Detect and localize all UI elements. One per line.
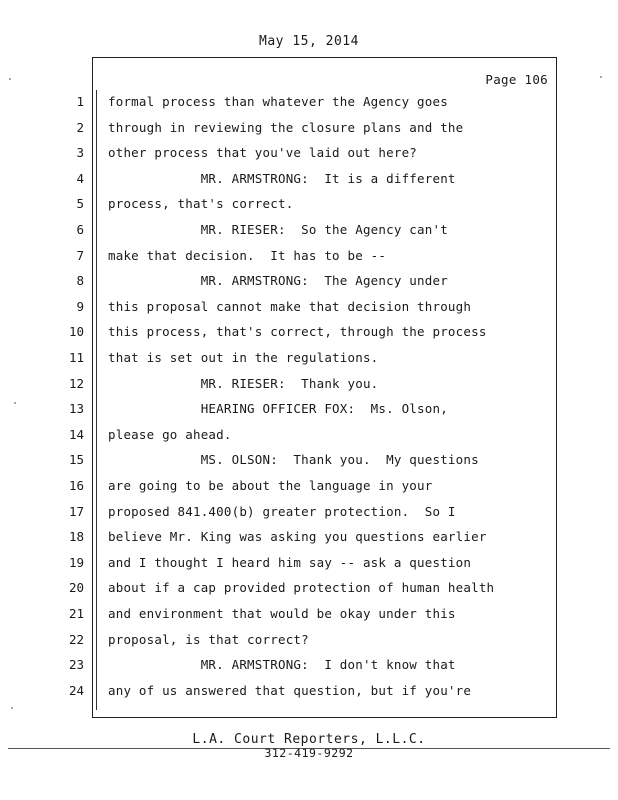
transcript-line — [0, 683, 618, 703]
line-text: are going to be about the language in your — [108, 478, 433, 493]
line-number: 2 — [76, 119, 84, 135]
transcript-line — [0, 376, 618, 396]
line-number: 10 — [68, 324, 84, 340]
line-text: and environment that would be okay under this — [108, 606, 456, 621]
line-text: that is set out in the regulations. — [108, 350, 379, 365]
line-number: 19 — [68, 554, 84, 570]
line-text: formal process than whatever the Agency goes — [108, 94, 448, 109]
transcript-line — [0, 299, 618, 319]
scan-speck — [9, 78, 11, 80]
footer-phone: 312-419-9292 — [264, 746, 354, 760]
transcript-line — [0, 171, 618, 191]
transcript-line — [0, 529, 618, 549]
line-number: 21 — [68, 606, 84, 621]
transcript-line — [0, 145, 618, 165]
line-number: 24 — [68, 682, 84, 698]
transcript-line — [0, 606, 618, 626]
transcript-line — [0, 555, 618, 575]
line-text: this proposal cannot make that decision through — [108, 298, 472, 314]
line-number: 13 — [68, 401, 84, 417]
transcript-line — [0, 273, 618, 293]
line-text: and I thought I heard him say -- ask a question — [108, 554, 472, 570]
line-text: MR. RIESER: Thank you. — [108, 375, 379, 391]
line-number: 3 — [76, 145, 84, 161]
line-number: 4 — [76, 170, 84, 186]
transcript-line — [0, 427, 618, 447]
transcript-line — [0, 504, 618, 524]
line-text: process, that's correct. — [108, 196, 294, 212]
line-text: MR. RIESER: So the Agency can't — [108, 222, 448, 237]
line-text: MR. ARMSTRONG: It is a different — [108, 170, 456, 186]
line-text: other process that you've laid out here? — [108, 145, 418, 161]
line-text: this process, that's correct, through the process — [108, 324, 487, 340]
footer-company: L.A. Court Reporters, L.L.C. — [192, 732, 426, 747]
header-date: May 15, 2014 — [259, 34, 359, 49]
line-number: 22 — [68, 631, 84, 647]
line-text: any of us answered that question, but if you're — [108, 682, 472, 698]
transcript-line — [0, 196, 618, 216]
line-text: MR. ARMSTRONG: The Agency under — [108, 273, 448, 289]
scan-speck — [14, 402, 16, 404]
line-number: 23 — [68, 657, 84, 673]
scan-speck — [11, 707, 13, 709]
transcript-line — [0, 350, 618, 370]
line-number: 12 — [68, 375, 84, 391]
transcript-line — [0, 657, 618, 677]
line-number: 17 — [68, 503, 84, 519]
line-text: MS. OLSON: Thank you. My questions — [108, 452, 479, 468]
line-number: 6 — [76, 222, 84, 237]
line-text: about if a cap provided protection of human health — [108, 580, 495, 596]
line-text: proposed 841.400(b) greater protection. So I — [108, 503, 456, 519]
transcript-line — [0, 222, 618, 242]
transcript-line — [0, 94, 618, 114]
line-number: 8 — [76, 273, 84, 289]
line-number: 20 — [68, 580, 84, 596]
line-text: please go ahead. — [108, 426, 232, 442]
transcript-line — [0, 452, 618, 472]
line-number: 11 — [68, 350, 84, 365]
line-number: 14 — [68, 426, 84, 442]
page-label: Page 106 — [485, 72, 548, 87]
transcript-line — [0, 478, 618, 498]
line-text: proposal, is that correct? — [108, 631, 309, 647]
line-text: MR. ARMSTRONG: I don't know that — [108, 657, 456, 673]
transcript-line — [0, 401, 618, 421]
scan-speck — [600, 76, 602, 78]
line-text: HEARING OFFICER FOX: Ms. Olson, — [108, 401, 448, 417]
line-text: make that decision. It has to be -- — [108, 247, 387, 263]
line-number: 7 — [76, 247, 84, 263]
transcript-line — [0, 580, 618, 600]
line-number: 18 — [68, 529, 84, 545]
line-text: believe Mr. King was asking you questions earlier — [108, 529, 487, 545]
line-number: 1 — [76, 94, 84, 109]
line-number: 5 — [76, 196, 84, 212]
line-number: 15 — [68, 452, 84, 468]
transcript-line — [0, 324, 618, 344]
line-number: 9 — [76, 298, 84, 314]
transcript-line — [0, 248, 618, 268]
transcript-line — [0, 120, 618, 140]
line-number: 16 — [68, 478, 84, 493]
line-text: through in reviewing the closure plans and the — [108, 119, 464, 135]
transcript-line — [0, 632, 618, 652]
